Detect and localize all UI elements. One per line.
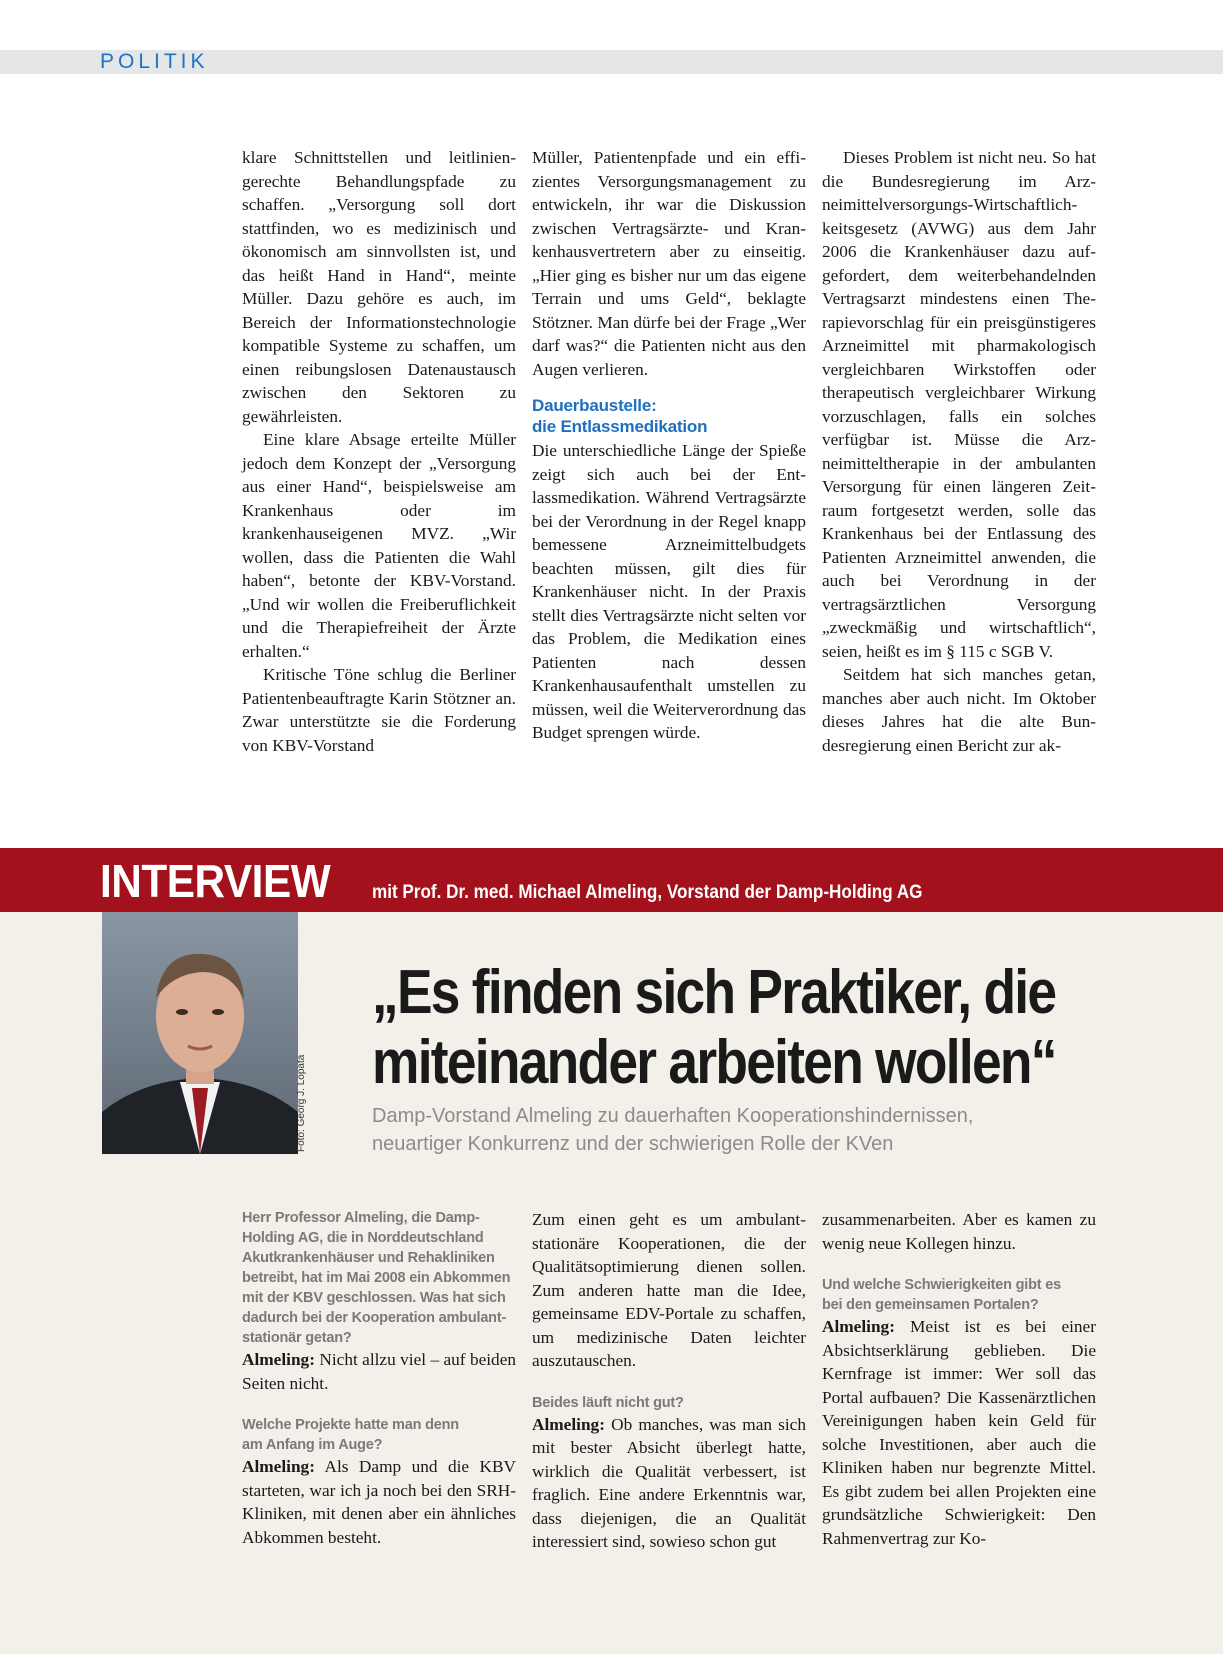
interview-question [242, 1415, 516, 1455]
interview-headline [372, 958, 1060, 1098]
interview-question: Herr Professor Almeling, die Damp-Holding AG, die in Norddeutschland Akutkrankenhäuser und Rehakliniken betreibt, hat im Mai 2008 ein Abkommen mit der KBV geschlossen. Was hat sich dadurch bei der Kooperation ambulant-stationär getan? [242, 1210, 511, 1346]
interview-column-2 [532, 1208, 806, 1554]
portrait-illustration [102, 912, 298, 1154]
interview-column-3 [822, 1208, 1096, 1550]
spacer [822, 1255, 1096, 1275]
article-column-2 [532, 146, 806, 745]
article-column-1 [242, 146, 516, 757]
headline-line: miteinander arbeiten wollen“ [372, 1028, 1056, 1097]
paragraph: Zum einen geht es um ambulant-stationäre Kooperationen, die der Qualitätsoptimierung dienen sollen. Zum anderen hatte man die Idee, gemeinsame EDV-Portale zu schaffen, um medizinische Daten leichter auszutauschen. [532, 1210, 806, 1370]
paragraph: Kritische Töne schlug die Berliner Patientenbeauftragte Karin Stötzner an. Zwar unterstützte sie die Forderung von KBV-Vorstand [242, 665, 516, 755]
subheading-line: Dauerbaustelle: [532, 396, 657, 415]
interview-answer [822, 1315, 1096, 1550]
interview-subtitle: mit Prof. Dr. med. Michael Almeling, Vorstand der Damp-Holding AG [372, 882, 923, 903]
paragraph: Seitdem hat sich manches getan, manches aber auch nicht. Im Oktober dieses Jahres hat die alte Bundesregierung einen Bericht zur ak- [822, 665, 1096, 755]
subheading [532, 395, 806, 437]
paragraph: Dieses Problem ist nicht neu. So hat die Bundesregierung im Arzneimittelversorgungs-Wirtschaftlichkeitsgesetz (AVWG) aus dem Jahr 2006 die Krankenhäuser dazu aufgefordert, dem weiterbehandelnden Vertragsarzt mindestens einen Therapievorschlag für ein preisgünstigeres Arzneimittel mit pharmakologisch vergleichbaren Wirkstoffen oder therapeutisch vergleichbarer Wirkung vorzuschlagen, falls ein solches verfügbar ist. Müsse die Arzneimitteltherapie in der ambulanten Versorgung für einen längeren Zeitraum fortgesetzt werden, solle das Krankenhaus bei der Entlassung des Patienten Arzneimittel anwenden, die auch bei Verordnung in der vertragsärztlichen Versorgung „zweckmäßig und wirtschaftlich“, seien, heißt es im § 115 c SGB V. [822, 148, 1096, 661]
interview-answer [242, 1348, 516, 1395]
answer-text: Meist ist es bei einer Absichtserklärung geblieben. Die Kernfrage ist immer: Wer soll das Portal aufbauen? Die Kassenärztlichen Vereinigungen haben kein Geld für solche Investitionen, aber auch die Kliniken haben nur begrenzte Mittel. Es gibt zudem bei allen Projekten eine grundsätzliche Schwierigkeit: Den Rahmenvertrag zur Ko- [822, 1317, 1096, 1548]
answer-text: Nicht allzu viel – auf beiden Seiten nicht. [242, 1350, 517, 1393]
section-label: POLITIK [100, 50, 209, 73]
speaker-label: Almeling: [242, 1350, 315, 1369]
subheading-line: die Entlassmedikation [532, 417, 708, 436]
question-line: Und welche Schwierigkeiten gibt es [822, 1277, 1061, 1293]
deck-line: neuartiger Konkurrenz und der schwierigen Rolle der KVen [372, 1133, 894, 1155]
question-line: bei den gemeinsamen Portalen? [822, 1297, 1039, 1313]
interview-column-1 [242, 1208, 516, 1549]
paragraph: klare Schnittstellen und leitliniengerechte Behandlungspfade zu schaffen. „Versorgung soll dort stattfinden, wo es medizinisch und ökonomisch am sinnvollsten ist, und das heißt Hand in Hand“, meinte Müller. Dazu gehöre es auch, im Bereich der Informationstechnologie kompatible Systeme zu schaffen, um einen reibungslosen Datenaustausch zwischen den Sektoren zu gewährleisten. [242, 148, 516, 426]
paragraph: Die unterschiedliche Länge der Spieße zeigt sich auch bei der Entlassmedikation. Während Vertragsärzte bei der Verordnung in der Regel knapp bemessene Arzneimittelbudgets beachten müssen, gilt dies für Krankenhäuser nicht. In der Praxis stellt dies Vertragsärzte nicht selten vor das Problem, die Medikation eines Patienten nach dessen Krankenhausaufenthalt umstellen zu müssen, weil die Weiterverordnung das Budget sprengen würde. [532, 441, 806, 742]
speaker-label: Almeling: [532, 1414, 605, 1434]
paragraph: Müller, Patientenpfade und ein effizientes Versorgungsmanagement zu entwickeln, ihr war die Diskussion zwischen Vertragsärzte- und Krankenhausvertretern aber zu einseitig. „Hier ging es bisher nur um das eigene Terrain und ums Geld“, beklagte Stötzner. Man dürfe bei der Frage „Wer darf was?“ die Patienten nicht aus den Augen verlieren. [532, 148, 806, 379]
interview-deck [372, 1102, 1132, 1158]
interview-question: Beides läuft nicht gut? [532, 1394, 684, 1411]
spacer [532, 1373, 806, 1393]
interview-label: INTERVIEW [100, 855, 331, 907]
spacer [242, 1395, 516, 1415]
answer-text: Als Damp und die KBV starteten, war ich ja noch bei den SRH-Kliniken, mit denen aber ein ähnliches Abkommen besteht. [242, 1457, 516, 1547]
interview-question [822, 1275, 1096, 1315]
answer-text: Ob manches, was man sich mit bester Absicht überlegt hatte, wirklich die Qualität verbessert, ist fraglich. Eine andere Erkenntnis war, dass diejenigen, die an Qualität interessiert sind, sowieso schon gut [532, 1414, 806, 1551]
interview-answer [242, 1455, 516, 1549]
interview-answer [532, 1413, 806, 1554]
article-column-3 [822, 146, 1096, 757]
deck-line: Damp-Vorstand Almeling zu dauerhaften Kooperationshindernissen, [372, 1105, 974, 1127]
question-line: am Anfang im Auge? [242, 1437, 383, 1453]
headline-line: „Es finden sich Praktiker, die [372, 958, 1056, 1027]
photo-credit: Foto: Georg J. Lopata [296, 1054, 307, 1152]
paragraph: Eine klare Absage erteilte Müller jedoch dem Konzept der „Versorgung aus einer Hand“, beispielsweise am Krankenhaus oder im krankenhauseigenen MVZ. „Wir wollen, dass die Patienten die Wahl haben“, betonte der KBV-Vorstand. „Und wir wollen die Freiberuflichkeit und die Therapiefreiheit der Ärzte erhalten.“ [242, 430, 516, 661]
portrait-photo [102, 912, 298, 1154]
speaker-label: Almeling: [242, 1457, 315, 1476]
question-line: Welche Projekte hatte man denn [242, 1417, 459, 1433]
paragraph: zusammenarbeiten. Aber es kamen zu wenig neue Kollegen hinzu. [822, 1210, 1096, 1253]
speaker-label: Almeling: [822, 1317, 895, 1336]
